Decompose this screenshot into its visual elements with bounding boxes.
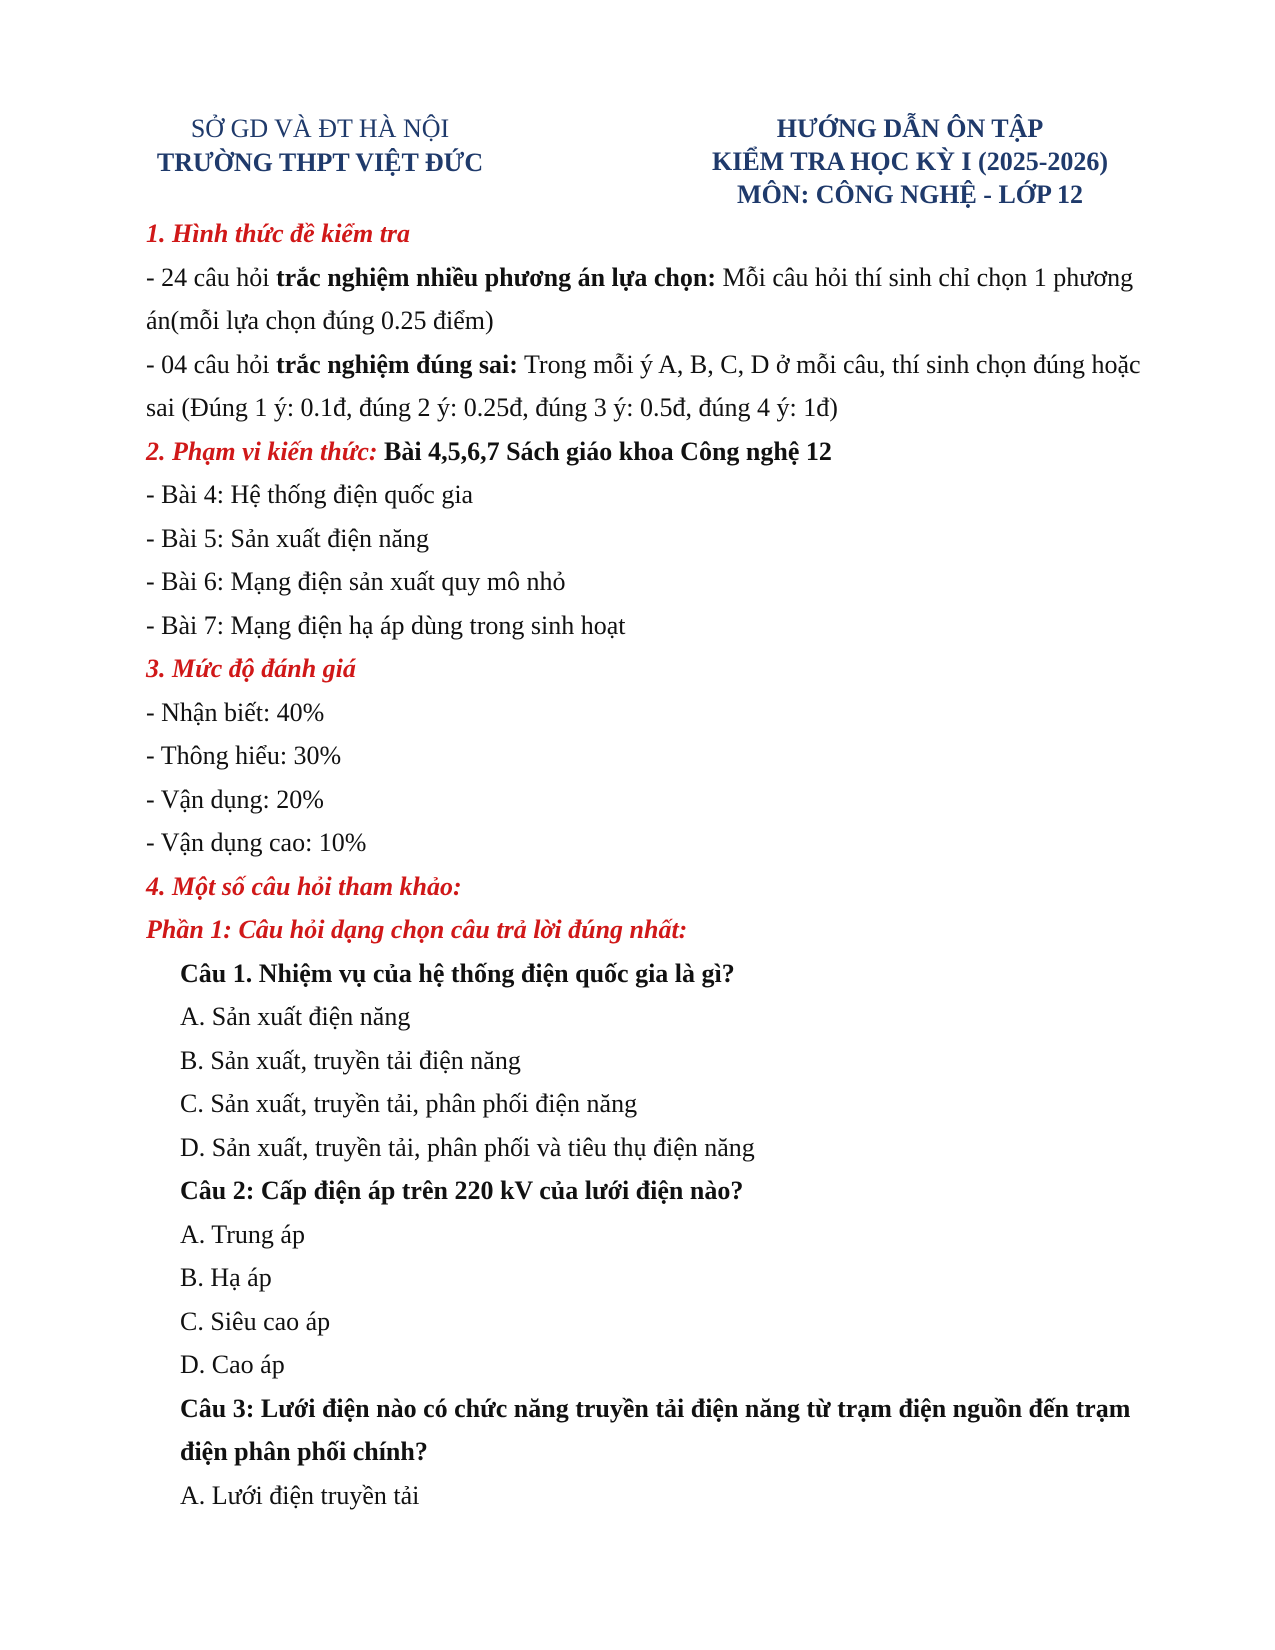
exam-title: KIỂM TRA HỌC KỲ I (2025-2026) xyxy=(711,147,1109,176)
question-option: C. Siêu cao áp xyxy=(180,1306,331,1336)
section3-item: - Thông hiểu: 30% xyxy=(146,741,342,770)
document-title: HƯỚNG DẪN ÔN TẬP xyxy=(776,114,1044,143)
section1-item1-prefix: - 24 câu hỏi xyxy=(146,262,276,292)
question-3-text: Câu 3: Lưới điện nào có chức năng truyền tải điện năng từ trạm điện nguồn đến trạm điện phân phối chính? xyxy=(180,1393,1131,1466)
question-option: A. Trung áp xyxy=(180,1219,305,1249)
question-1 xyxy=(146,952,1156,996)
question-option: D. Sản xuất, truyền tải, phân phối và tiêu thụ điện năng xyxy=(180,1132,755,1162)
section1-item2 xyxy=(146,343,1156,430)
section1-item2-rest: Trong mỗi ý A, B, C, D ở mỗi câu, thí sinh chọn đúng hoặc sai (Đúng 1 ý: 0.1đ, đúng 2 ý: 0.25đ, đúng 3 ý: 0.5đ, đúng 4 ý: 1đ) xyxy=(146,349,1141,422)
section2-heading: 2. Phạm vi kiến thức: xyxy=(146,436,378,466)
section2-heading-line xyxy=(146,430,1156,474)
header-left xyxy=(110,112,530,180)
section3-item: - Vận dụng cao: 10% xyxy=(146,828,367,857)
question-1-text: Câu 1. Nhiệm vụ của hệ thống điện quốc gia là gì? xyxy=(180,958,735,988)
header-right xyxy=(640,112,1180,211)
question-option: B. Sản xuất, truyền tải điện năng xyxy=(180,1045,521,1075)
section1-item2-prefix: - 04 câu hỏi xyxy=(146,349,276,379)
section2-item: - Bài 4: Hệ thống điện quốc gia xyxy=(146,480,474,509)
section3-heading: 3. Mức độ đánh giá xyxy=(146,654,356,683)
section2-item: - Bài 5: Sản xuất điện năng xyxy=(146,523,430,553)
document-body xyxy=(146,212,1156,1517)
question-option: A. Lưới điện truyền tải xyxy=(180,1480,420,1510)
question-2 xyxy=(146,1169,1156,1213)
section2-item: - Bài 6: Mạng điện sản xuất quy mô nhỏ xyxy=(146,567,566,596)
section4-heading: 4. Một số câu hỏi tham khảo: xyxy=(146,871,462,901)
question-option: B. Hạ áp xyxy=(180,1263,272,1292)
question-option: D. Cao áp xyxy=(180,1350,285,1379)
section1-item1-rest: Mỗi câu hỏi thí sinh chỉ chọn 1 phương án(mỗi lựa chọn đúng 0.25 điểm) xyxy=(146,262,1134,335)
section2-heading-bold: Bài 4,5,6,7 Sách giáo khoa Công nghệ 12 xyxy=(377,436,832,466)
subject-title: MÔN: CÔNG NGHỆ - LỚP 12 xyxy=(737,180,1083,209)
section3-item: - Nhận biết: 40% xyxy=(146,697,325,727)
question-3 xyxy=(146,1387,1156,1474)
question-2-text: Câu 2: Cấp điện áp trên 220 kV của lưới điện nào? xyxy=(180,1176,744,1205)
question-option: A. Sản xuất điện năng xyxy=(180,1002,411,1031)
department-name: SỞ GD VÀ ĐT HÀ NỘI xyxy=(190,114,450,143)
section3-item: - Vận dụng: 20% xyxy=(146,784,324,814)
question-option: C. Sản xuất, truyền tải, phân phối điện năng xyxy=(180,1089,638,1118)
section1-item1-bold: trắc nghiệm nhiều phương án lựa chọn: xyxy=(275,262,716,292)
section1-heading: 1. Hình thức đề kiểm tra xyxy=(146,219,411,248)
part1-heading: Phần 1: Câu hỏi dạng chọn câu trả lời đúng nhất: xyxy=(146,915,688,944)
section2-item: - Bài 7: Mạng điện hạ áp dùng trong sinh hoạt xyxy=(146,610,626,640)
section1-item1 xyxy=(146,256,1156,343)
section1-item2-bold: trắc nghiệm đúng sai: xyxy=(275,349,518,379)
school-name: TRƯỜNG THPT VIỆT ĐỨC xyxy=(156,148,484,177)
